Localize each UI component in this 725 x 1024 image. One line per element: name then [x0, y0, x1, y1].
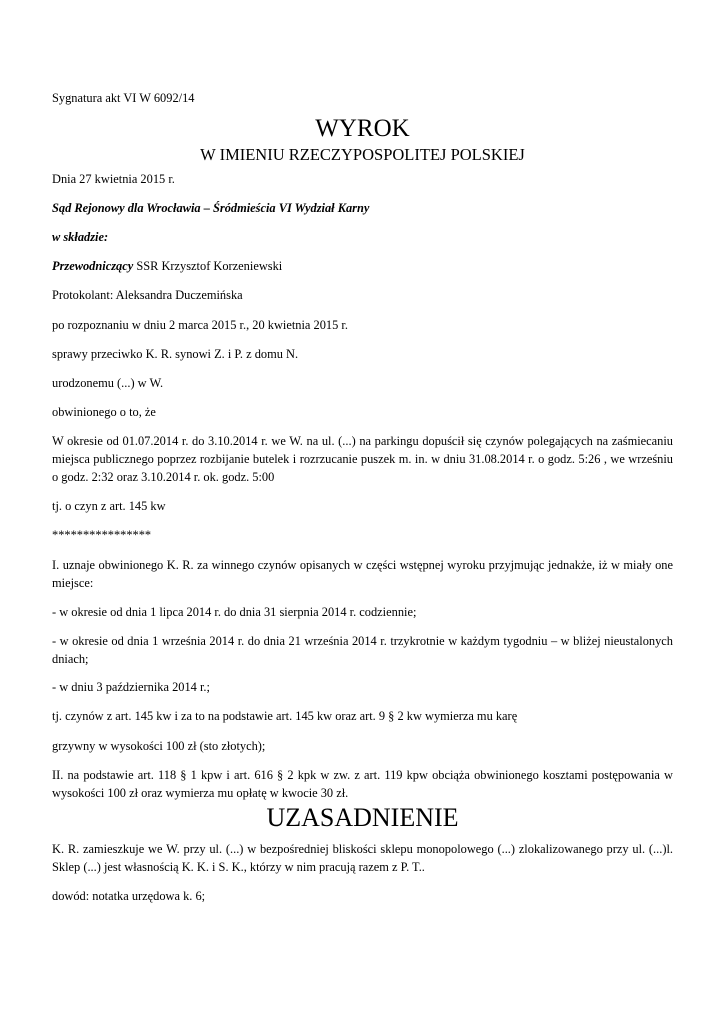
legal-basis: tj. czynów z art. 145 kw i za to na podstawie art. 145 kw oraz art. 9 § 2 kw wymierza mu karę	[52, 709, 518, 723]
charge-article: tj. o czyn z art. 145 kw	[52, 499, 166, 513]
court-name: Sąd Rejonowy dla Wrocławia – Śródmieścia VI Wydział Karny	[52, 201, 370, 215]
chair-label: Przewodniczący	[52, 259, 134, 273]
charge-description: W okresie od 01.07.2014 r. do 3.10.2014 r. we W. na ul. (...) na parkingu dopuścił się czynów polegających na zaśmiecaniu miejsca publicznego poprzez rozbijanie butelek i rozrzucanie puszek m. in. w dniu 31.08.2014 r. o godz. 5:26 , we wrześniu o godz. 2:32 oraz 3.10.2014 r. ok. godz. 5:00	[52, 434, 673, 484]
justification-heading: UZASADNIENIE	[266, 803, 459, 832]
verdict-date: Dnia 27 kwietnia 2015 r.	[52, 172, 175, 186]
clerk-line: Protokolant: Aleksandra Duczemińska	[52, 288, 243, 302]
case-signature: Sygnatura akt VI W 6092/14	[52, 91, 195, 105]
accused-of: obwinionego o to, że	[52, 405, 156, 419]
period-1: - w okresie od dnia 1 lipca 2014 r. do dnia 31 sierpnia 2014 r. codziennie;	[52, 605, 417, 619]
case-parties: sprawy przeciwko K. R. synowi Z. i P. z domu N.	[52, 347, 299, 361]
document-title: WYROK	[315, 115, 410, 142]
justification-paragraph: K. R. zamieszkuje we W. przy ul. (...) w bezpośredniej bliskości sklepu monopolowego (...) zlokalizowanego przy ul. (...)l. Sklep (...) jest własnością K. K. i S. K., którzy w nim pracują razem z P. T..	[52, 842, 673, 874]
fine-amount: grzywny w wysokości 100 zł (sto złotych);	[52, 739, 266, 753]
chair-name: SSR Krzysztof Korzeniewski	[133, 259, 283, 273]
composition-label: w składzie:	[52, 230, 109, 244]
period-2: - w okresie od dnia 1 września 2014 r. do dnia 21 września 2014 r. trzykrotnie w każdym tygodniu – w bliżej nieustalonych dniach;	[52, 634, 673, 666]
period-3: - w dniu 3 października 2014 r.;	[52, 680, 210, 694]
chair-line	[52, 257, 673, 275]
verdict-point-2: II. na podstawie art. 118 § 1 kpw i art. 616 § 2 kpk w zw. z art. 119 kpw obciąża obwinionego kosztami postępowania w wysokości 100 zł oraz wymierza mu opłatę w kwocie 30 zł.	[52, 768, 673, 800]
evidence-line: dowód: notatka urzędowa k. 6;	[52, 889, 206, 903]
verdict-point-1: I. uznaje obwinionego K. R. za winnego czynów opisanych w części wstępnej wyroku przyjmując jednakże, iż w miały one miejsce:	[52, 558, 673, 590]
document-subtitle: W IMIENIU RZECZYPOSPOLITEJ POLSKIEJ	[200, 145, 525, 164]
hearing-dates: po rozpoznaniu w dniu 2 marca 2015 r., 20 kwietnia 2015 r.	[52, 318, 348, 332]
separator-line: ****************	[52, 528, 152, 542]
birth-info: urodzonemu (...) w W.	[52, 376, 164, 390]
